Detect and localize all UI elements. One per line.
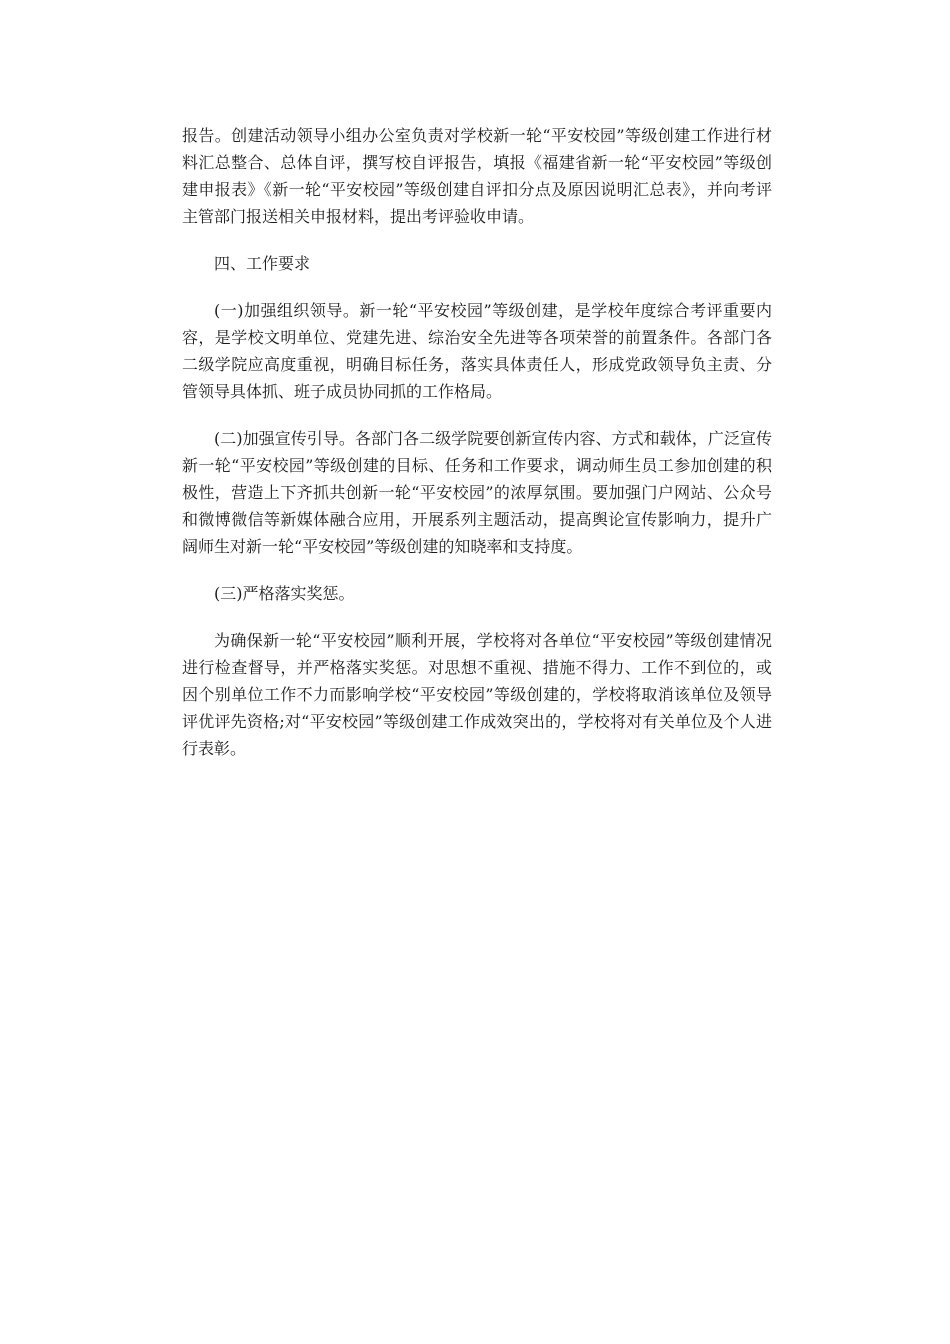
paragraph-item-3-title: (三)严格落实奖惩。 (214, 584, 355, 603)
document-body (182, 122, 772, 782)
section-heading-work-requirements: 四、工作要求 (214, 254, 311, 273)
paragraph-report-continuation: 报告。创建活动领导小组办公室负责对学校新一轮“平安校园”等级创建工作进行材料汇总整合、总体自评，撰写校自评报告，填报《福建省新一轮“平安校园”等级创建申报表》《新一轮“平安校园”等级创建自评扣分点及原因说明汇总表》，并向考评主管部门报送相关申报材料，提出考评验收申请。 (182, 126, 772, 226)
paragraph-item-1: (一)加强组织领导。新一轮“平安校园”等级创建，是学校年度综合考评重要内容，是学校文明单位、党建先进、综治安全先进等各项荣誉的前置条件。各部门各二级学院应高度重视，明确目标任务，落实具体责任人，形成党政领导负主责、分管领导具体抓、班子成员协同抓的工作格局。 (182, 301, 772, 401)
paragraph-item-3-body: 为确保新一轮“平安校园”顺利开展，学校将对各单位“平安校园”等级创建情况进行检查督导，并严格落实奖惩。对思想不重视、措施不得力、工作不到位的，或因个别单位工作不力而影响学校“平安校园”等级创建的，学校将取消该单位及领导评优评先资格;对“平安校园”等级创建工作成效突出的，学校将对有关单位及个人进行表彰。 (182, 631, 772, 758)
paragraph-item-2: (二)加强宣传引导。各部门各二级学院要创新宣传内容、方式和载体，广泛宣传新一轮“平安校园”等级创建的目标、任务和工作要求，调动师生员工参加创建的积极性，营造上下齐抓共创新一轮“平安校园”的浓厚氛围。要加强门户网站、公众号和微博微信等新媒体融合应用，开展系列主题活动，提高舆论宣传影响力，提升广阔师生对新一轮“平安校园”等级创建的知晓率和支持度。 (182, 429, 772, 556)
